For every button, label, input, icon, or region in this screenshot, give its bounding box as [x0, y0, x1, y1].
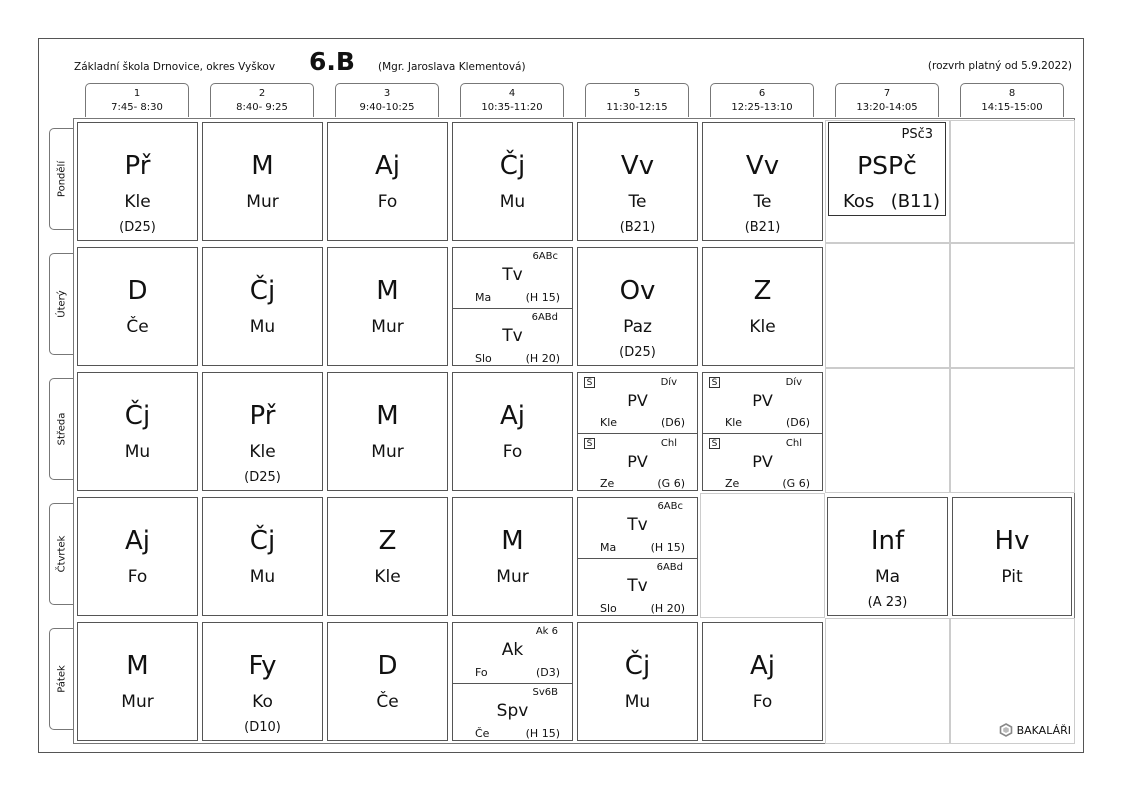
lesson-fri-1[interactable]: M Mur — [77, 622, 198, 741]
hexagon-logo-icon — [999, 723, 1013, 737]
lesson-tue-5[interactable]: Ov Paz (D25) — [577, 247, 698, 366]
period-header-8: 8 14:15-15:00 — [960, 83, 1064, 117]
lesson-thu-7[interactable]: Inf Ma (A 23) — [827, 497, 948, 616]
empty-slot-thu-6 — [700, 493, 825, 618]
lesson-wed-1[interactable]: Čj Mu — [77, 372, 198, 491]
lesson-mon-4[interactable]: Čj Mu — [452, 122, 573, 241]
lesson-wed-2[interactable]: Př Kle (D25) — [202, 372, 323, 491]
lesson-thu-2[interactable]: Čj Mu — [202, 497, 323, 616]
period-header-6: 6 12:25-13:10 — [710, 83, 814, 117]
class-name: 6.B — [309, 47, 355, 76]
empty-slot-wed-7 — [825, 368, 950, 493]
period-header-5: 5 11:30-12:15 — [585, 83, 689, 117]
lesson-tue-3[interactable]: M Mur — [327, 247, 448, 366]
period-header-7: 7 13:20-14:05 — [835, 83, 939, 117]
period-header-1: 1 7:45- 8:30 — [85, 83, 189, 117]
day-label-friday: Pátek — [49, 628, 73, 730]
day-label-thursday: Čtvrtek — [49, 503, 73, 605]
period-header-3: 3 9:40-10:25 — [335, 83, 439, 117]
day-label-wednesday: Středa — [49, 378, 73, 480]
lesson-mon-3[interactable]: Aj Fo — [327, 122, 448, 241]
empty-slot-fri-7 — [825, 618, 950, 744]
lesson-mon-1[interactable]: Př Kle (D25) — [77, 122, 198, 241]
lesson-wed-5[interactable]: S Dív PV Kle (D6) S Chl PV Ze (G 6) — [577, 372, 698, 491]
class-teacher: (Mgr. Jaroslava Klementová) — [378, 61, 526, 73]
empty-slot-tue-7 — [825, 243, 950, 368]
period-header-2: 2 8:40- 9:25 — [210, 83, 314, 117]
valid-from: (rozvrh platný od 5.9.2022) — [927, 60, 1072, 72]
lesson-tue-2[interactable]: Čj Mu — [202, 247, 323, 366]
lesson-fri-2[interactable]: Fy Ko (D10) — [202, 622, 323, 741]
lesson-thu-1[interactable]: Aj Fo — [77, 497, 198, 616]
lesson-wed-3[interactable]: M Mur — [327, 372, 448, 491]
empty-slot-mon-8 — [950, 120, 1075, 243]
lesson-fri-4[interactable]: Ak 6 Ak Fo (D3) Sv6B Spv Če (H 15) — [452, 622, 573, 741]
lesson-tue-6[interactable]: Z Kle — [702, 247, 823, 366]
period-header-4: 4 10:35-11:20 — [460, 83, 564, 117]
lesson-tue-4[interactable]: 6ABc Tv Ma (H 15) 6ABd Tv Slo (H 20) — [452, 247, 573, 366]
lesson-mon-2[interactable]: M Mur — [202, 122, 323, 241]
bakalari-logo — [999, 723, 1071, 737]
empty-slot-tue-8 — [950, 243, 1075, 368]
brand-name: BAKALÁŘI — [1016, 723, 1071, 737]
lesson-wed-6[interactable]: S Dív PV Kle (D6) S Chl PV Ze (G 6) — [702, 372, 823, 491]
lesson-thu-4[interactable]: M Mur — [452, 497, 573, 616]
lesson-thu-5[interactable]: 6ABc Tv Ma (H 15) 6ABd Tv Slo (H 20) — [577, 497, 698, 616]
lesson-fri-3[interactable]: D Če — [327, 622, 448, 741]
day-label-monday: Pondělí — [49, 128, 73, 230]
lesson-fri-6[interactable]: Aj Fo — [702, 622, 823, 741]
empty-slot-wed-8 — [950, 368, 1075, 493]
lesson-fri-5[interactable]: Čj Mu — [577, 622, 698, 741]
lesson-mon-6[interactable]: Vv Te (B21) — [702, 122, 823, 241]
lesson-wed-4[interactable]: Aj Fo — [452, 372, 573, 491]
lesson-thu-3[interactable]: Z Kle — [327, 497, 448, 616]
day-label-tuesday: Úterý — [49, 253, 73, 355]
lesson-mon-7[interactable]: PSč3 PSPč Kos (B11) — [828, 122, 946, 216]
lesson-tue-1[interactable]: D Če — [77, 247, 198, 366]
school-name: Základní škola Drnovice, okres Vyškov — [74, 61, 276, 73]
lesson-mon-5[interactable]: Vv Te (B21) — [577, 122, 698, 241]
lesson-thu-8[interactable]: Hv Pit — [952, 497, 1072, 616]
